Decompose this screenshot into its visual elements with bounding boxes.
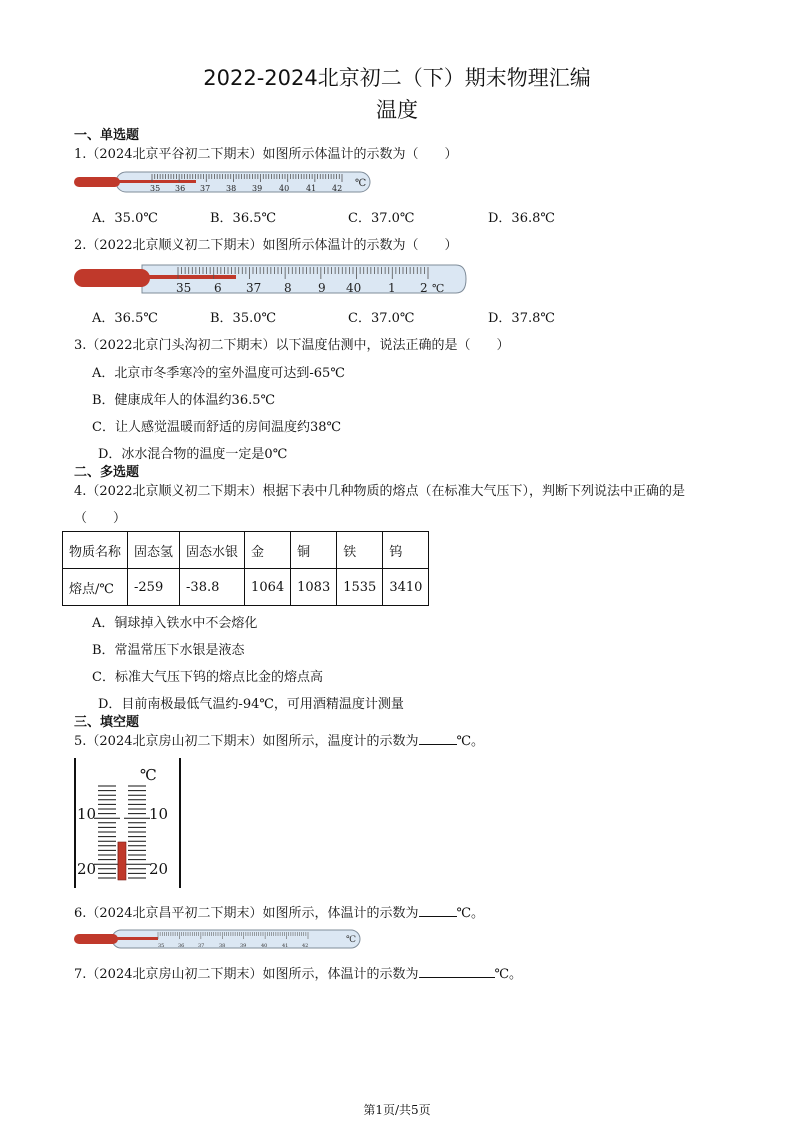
q4-option-d: D．目前南极最低气温约-94℃，可用酒精温度计测量 xyxy=(98,697,404,712)
scale-label: 35 xyxy=(150,184,161,193)
scale-label: 35 xyxy=(176,281,192,295)
table-header-cell: 固态水银 xyxy=(180,532,245,569)
scale-label: 37 xyxy=(200,184,211,193)
scale-label: 6 xyxy=(214,281,222,295)
page-footer: 第1页/共5页 xyxy=(363,1103,431,1117)
scale-label: 36 xyxy=(175,184,186,193)
table-header-cell: 金 xyxy=(245,532,291,569)
scale-label: 10 xyxy=(149,805,169,823)
unit-label: ℃ xyxy=(140,766,157,784)
mercury-bulb xyxy=(74,934,118,944)
question-5-stem xyxy=(74,730,484,749)
scale-label: 37 xyxy=(198,943,205,949)
q3-option-d: D．冰水混合物的温度一定是0℃ xyxy=(98,447,288,462)
q1-option-d: D．36.8℃ xyxy=(488,211,555,226)
table-header-cell: 铜 xyxy=(291,532,337,569)
q4-option-c: C．标准大气压下钨的熔点比金的熔点高 xyxy=(92,670,323,685)
unit-label: ℃ xyxy=(355,178,367,189)
section-heading-single-choice: 一、单选题 xyxy=(74,128,140,143)
q2-option-c: C．37.0℃ xyxy=(348,311,415,326)
lab-thermometer-figure xyxy=(72,758,184,888)
q2-option-d: D．37.8℃ xyxy=(488,311,555,326)
scale-label: 37 xyxy=(246,281,262,295)
scale-label: 36 xyxy=(178,943,185,949)
scale-label: 40 xyxy=(279,184,290,193)
scale-label: 41 xyxy=(282,943,289,949)
scale-label: 39 xyxy=(252,184,263,193)
q2-option-b: B．35.0℃ xyxy=(210,311,277,326)
scale-label: 41 xyxy=(306,184,317,193)
q6-text: 6.（2024北京昌平初二下期末）如图所示，体温计的示数为 xyxy=(74,906,419,921)
melting-point-table xyxy=(62,531,429,606)
table-cell: 3410 xyxy=(383,569,429,606)
scale-label: 1 xyxy=(388,281,396,295)
scale-label: 20 xyxy=(149,860,169,878)
q2-option-a: A．36.5℃ xyxy=(92,311,158,326)
clinical-thermometer-6 xyxy=(72,928,364,950)
q7-text: 7.（2024北京房山初二下期末）如图所示，体温计的示数为 xyxy=(74,967,419,982)
table-cell: -259 xyxy=(128,569,180,606)
question-4-stem: 4.（2022北京顺义初二下期末）根据下表中几种物质的熔点（在标准大气压下），判断下列说法中正确的是 xyxy=(74,484,685,499)
section-heading-multiple-choice: 二、多选题 xyxy=(74,465,140,480)
q1-option-c: C．37.0℃ xyxy=(348,211,415,226)
document-title: 2022-2024北京初二（下）期末物理汇编 xyxy=(203,66,591,90)
q5-text: 5.（2024北京房山初二下期末）如图所示，温度计的示数为 xyxy=(74,734,419,749)
table-cell: 1083 xyxy=(291,569,337,606)
scale-label: 40 xyxy=(346,281,362,295)
question-4-stem-cont: （ ） xyxy=(74,511,127,526)
table-cell: -38.8 xyxy=(180,569,245,606)
scale-label: 2 xyxy=(420,281,428,295)
table-cell: 熔点/℃ xyxy=(63,569,128,606)
scale-label: 40 xyxy=(261,943,268,949)
table-cell: 1535 xyxy=(337,569,383,606)
liquid-column xyxy=(118,842,126,880)
scale-label: 10 xyxy=(77,805,97,823)
question-1-stem: 1.（2024北京平谷初二下期末）如图所示体温计的示数为（ ） xyxy=(74,147,458,162)
unit-label: ℃ xyxy=(346,935,357,945)
q4-option-b: B．常温常压下水银是液态 xyxy=(92,643,245,658)
question-2-stem: 2.（2022北京顺义初二下期末）如图所示体温计的示数为（ ） xyxy=(74,238,458,253)
q3-option-c: C．让人感觉温暖而舒适的房间温度约38℃ xyxy=(92,420,342,435)
scale-label: 20 xyxy=(77,860,97,878)
q1-option-b: B．36.5℃ xyxy=(210,211,277,226)
q3-option-a: A．北京市冬季寒冷的室外温度可达到-65℃ xyxy=(92,366,345,381)
section-heading-fill-blank: 三、填空题 xyxy=(74,715,140,730)
scale-label: 9 xyxy=(318,281,326,295)
question-3-stem: 3.（2022北京门头沟初二下期末）以下温度估测中，说法正确的是（ ） xyxy=(74,338,510,353)
q4-option-a: A．铜球掉入铁水中不会熔化 xyxy=(92,616,258,631)
table-row xyxy=(63,532,429,569)
scale-label: 8 xyxy=(284,281,292,295)
q5-unit: ℃。 xyxy=(456,734,485,749)
mercury-bulb xyxy=(74,269,150,287)
q1-option-a: A．35.0℃ xyxy=(92,211,158,226)
table-cell: 1064 xyxy=(245,569,291,606)
mercury-bulb xyxy=(74,177,120,187)
q3-option-b: B．健康成年人的体温约36.5℃ xyxy=(92,393,276,408)
unit-label: ℃ xyxy=(432,282,445,295)
question-7-stem xyxy=(74,963,522,982)
answer-blank[interactable] xyxy=(419,963,495,978)
answer-blank[interactable] xyxy=(419,730,457,745)
table-header-cell: 物质名称 xyxy=(63,532,128,569)
table-header-cell: 铁 xyxy=(337,532,383,569)
q6-unit: ℃。 xyxy=(456,906,485,921)
scale-label: 38 xyxy=(226,184,237,193)
table-row xyxy=(63,569,429,606)
clinical-thermometer-1 xyxy=(72,168,374,196)
scale-label: 39 xyxy=(240,943,247,949)
scale-label: 35 xyxy=(158,943,165,949)
q7-unit: ℃。 xyxy=(494,967,523,982)
table-header-cell: 钨 xyxy=(383,532,429,569)
question-6-stem xyxy=(74,902,484,921)
clinical-thermometer-2 xyxy=(72,259,468,299)
scale-label: 42 xyxy=(302,943,309,949)
answer-blank[interactable] xyxy=(419,902,457,917)
document-subtitle: 温度 xyxy=(376,98,418,122)
scale-label: 42 xyxy=(332,184,343,193)
scale-label: 38 xyxy=(219,943,226,949)
table-header-cell: 固态氢 xyxy=(128,532,180,569)
